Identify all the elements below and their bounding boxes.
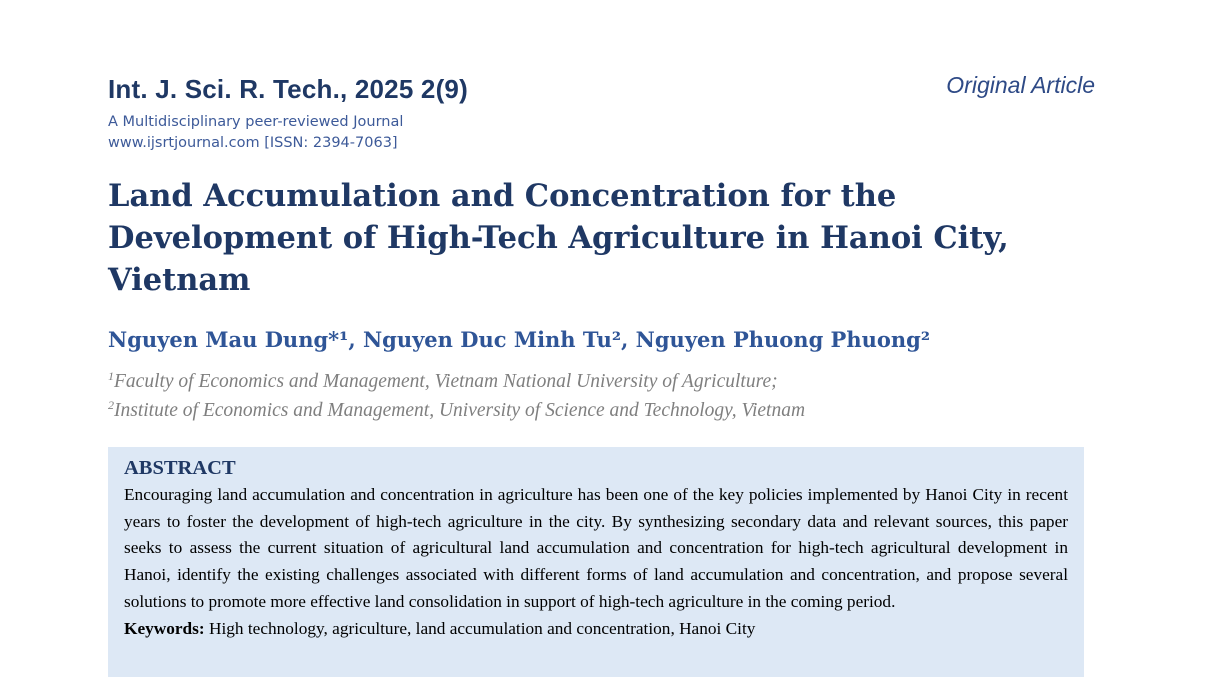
article-type-label: Original Article: [946, 72, 1095, 98]
paper-title-line-1: Land Accumulation and Concentration for the: [108, 178, 897, 214]
keywords-text: High technology, agriculture, land accumulation and concentration, Hanoi City: [208, 618, 756, 638]
abstract-heading: ABSTRACT: [124, 457, 236, 479]
affiliation-1-mark: 1: [108, 369, 114, 383]
affiliation-1: [108, 369, 778, 393]
affiliation-2-text: Institute of Economics and Management, University of Science and Technology, Vietnam: [114, 400, 806, 421]
paper-title-line-3: Vietnam: [108, 262, 251, 298]
keywords-label: Keywords:: [124, 618, 205, 638]
affiliation-2-mark: 2: [108, 398, 114, 412]
journal-subtitle: A Multidisciplinary peer-reviewed Journal: [108, 114, 404, 130]
keywords-line: [124, 616, 1068, 643]
paper-title-line-2: Development of High-Tech Agriculture in Hanoi City,: [108, 220, 1009, 256]
paper-title: [108, 175, 1088, 301]
journal-website: www.ijsrtjournal.com [ISSN: 2394-7063]: [108, 135, 398, 151]
affiliation-2: [108, 398, 805, 422]
abstract-box: [108, 447, 1084, 677]
abstract-body: Encouraging land accumulation and concentration in agriculture has been one of the key policies implemented by Hanoi City in recent years to foster the development of high-tech agriculture in the city. By synthesizing secondary data and relevant sources, this paper seeks to assess the current situation of agricultural land accumulation and concentration for high-tech agricultural development in Hanoi, identify the existing challenges associated with different forms of land accumulation and concentration, and propose several solutions to promote more effective land consolidation in support of high-tech agriculture in the coming period.: [124, 485, 1068, 611]
journal-title: Int. J. Sci. R. Tech., 2025 2(9): [108, 74, 468, 104]
affiliation-1-text: Faculty of Economics and Management, Vietnam National University of Agriculture;: [114, 371, 778, 392]
author-list: Nguyen Mau Dung*¹, Nguyen Duc Minh Tu², Nguyen Phuong Phuong²: [108, 327, 931, 352]
